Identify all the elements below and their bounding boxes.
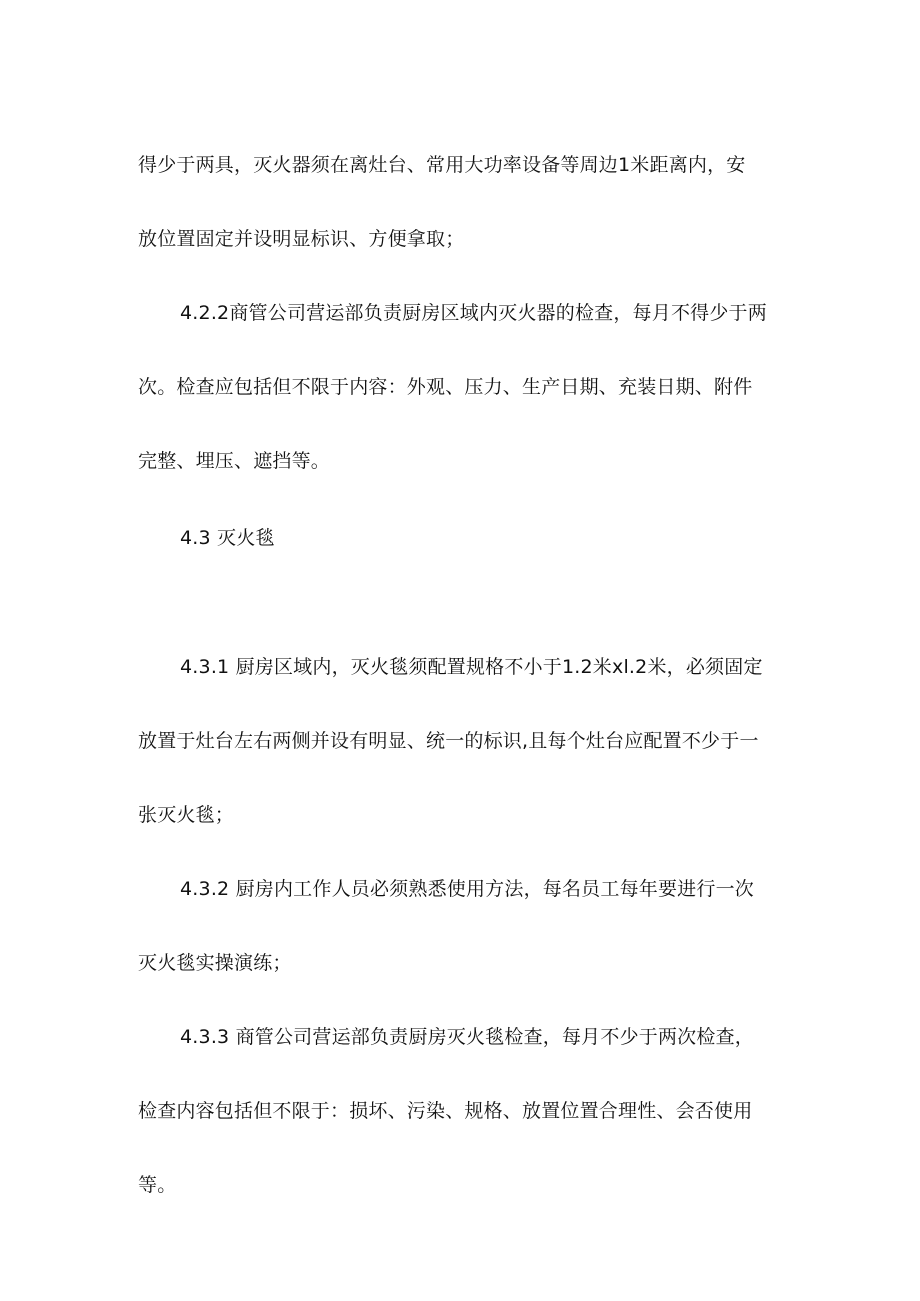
paragraph-line: 得少于两具，灭火器须在离灶台、常用大功率设备等周边1米距离内，安 bbox=[138, 154, 746, 176]
paragraph-line: 放位置固定并设明显标识、方便拿取； bbox=[138, 228, 465, 250]
paragraph-line: 完整、埋压、遮挡等。 bbox=[138, 450, 331, 472]
paragraph-line: 4.3.1 厨房区域内，灭火毯须配置规格不小于1.2米xl.2米，必须固定 bbox=[180, 656, 763, 678]
paragraph-line: 检查内容包括但不限于：损坏、污染、规格、放置位置合理性、会否使用 bbox=[138, 1100, 753, 1122]
paragraph-line: 放置于灶台左右两侧并设有明显、统一的标识,且每个灶台应配置不少于一 bbox=[138, 730, 759, 752]
paragraph-line: 灭火毯实操演练； bbox=[138, 952, 292, 974]
paragraph-line: 4.2.2商管公司营运部负责厨房区域内灭火器的检查，每月不得少于两 bbox=[180, 302, 767, 324]
paragraph-line: 4.3.2 厨房内工作人员必须熟悉使用方法，每名员工每年要进行一次 bbox=[180, 878, 754, 900]
paragraph-line: 张灭火毯； bbox=[138, 804, 235, 826]
paragraph-line: 等。 bbox=[138, 1174, 177, 1196]
paragraph-line: 4.3.3 商管公司营运部负责厨房灭火毯检查，每月不少于两次检查， bbox=[180, 1026, 754, 1048]
paragraph-line: 次。检查应包括但不限于内容：外观、压力、生产日期、充装日期、附件 bbox=[138, 376, 753, 398]
section-heading: 4.3 灭火毯 bbox=[180, 527, 275, 549]
